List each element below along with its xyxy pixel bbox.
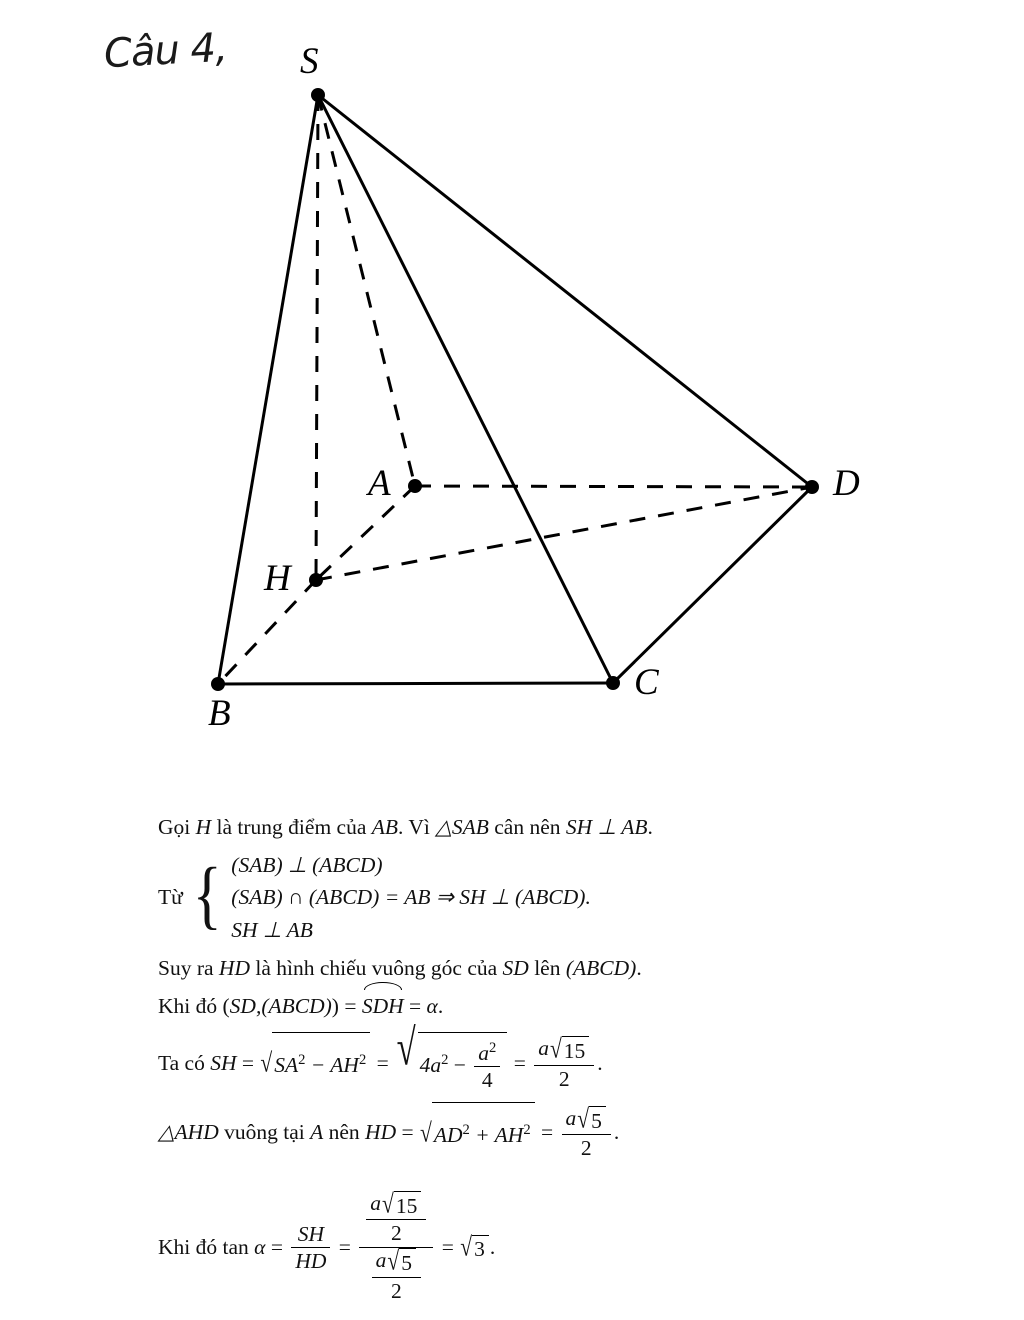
solution-text [158,812,918,1310]
line7-alpha: α [254,1234,266,1259]
frac-den-5 [359,1248,433,1304]
vertex-dot-B [211,677,225,691]
line6-frac [562,1105,611,1161]
line7-sqrt-2 [387,1248,416,1276]
line6-t5: . [613,1119,620,1144]
solution-system [158,849,918,947]
edge-AD [415,486,812,487]
line5-frac-2 [534,1035,594,1091]
line5-t3: = [371,1050,395,1075]
line5-t2: = [236,1050,260,1075]
frac-den: 4 [481,1068,493,1093]
vertex-label-H: H [264,558,291,599]
line6-t3: = [396,1119,419,1144]
frac-den-2: 2 [558,1066,570,1091]
sqrt-sign-5: √ [577,1103,590,1134]
line4-m2: (ABCD) [261,994,332,1019]
line1-t3: . Vì [398,815,436,839]
vertex-dot-C [606,676,620,690]
line7-t4: = [436,1234,460,1259]
sqrt-radicand-3: 15 [562,1036,590,1064]
line7-t1: Khi đó tan [158,1234,255,1259]
line6-t4: = [535,1119,559,1144]
vertex-label-A: A [368,463,391,504]
line4-alpha: α [426,994,438,1019]
line6-radb: + AH [469,1122,524,1147]
system-row-1: (SAB) ⊥ (ABCD) [231,852,383,877]
line7-f1num: SH [297,1222,325,1247]
edge-CD [613,487,812,683]
line6-t2: nên [323,1119,366,1144]
line1-m4: SH ⊥ AB [565,815,648,839]
line3-t4: . [636,955,642,980]
line1-t4: cân nên [488,815,566,839]
line7-frac-1 [291,1221,330,1274]
vertex-label-C: C [634,662,659,703]
solution-line-3 [158,953,918,984]
line4-t4: . [437,994,444,1019]
line1-m2: AB [371,815,399,839]
frac-num-6 [366,1190,426,1220]
line1-t1: Gọi [158,815,196,839]
line6-sqrt [420,1102,535,1166]
handwritten-question-label: Câu 4, [102,24,228,78]
line3-t1: Suy ra [158,955,219,980]
solution-line-6 [158,1101,918,1166]
vertex-dot-D [805,480,819,494]
solid-edges [218,95,812,684]
vertex-dot-H [309,573,323,587]
line5-rad2a: 4a [419,1053,442,1078]
line5-sqrt-1 [260,1032,370,1096]
line5-rad1b: − AH [305,1053,359,1078]
line4-t2: ) = [331,994,362,1019]
line1-m1: H [195,815,212,839]
line7-result-sqrt [460,1231,489,1263]
line3-m3: (ABCD) [565,955,637,980]
line6-radbsup: 2 [523,1121,531,1138]
edge-SA [318,95,415,486]
dashed-edges [218,95,812,684]
vertex-dot-A [408,479,422,493]
solution-line-1 [158,812,918,843]
sqrt-radicand-8: 3 [472,1235,489,1263]
vertex-dots [211,88,819,691]
line5-m1: SH [210,1050,237,1075]
line5-frac-1 [474,1040,500,1093]
line3-m1: HD [218,955,250,980]
line3-t2: là hình chiếu vuông góc của [249,955,503,980]
system-lines [231,849,591,947]
edge-BC [218,683,613,684]
line7-t2: = [265,1234,289,1259]
sqrt-radicand-5: 5 [589,1106,606,1134]
line5-fr1num: a [478,1040,490,1065]
line5-rad2minus: − [453,1053,466,1078]
line6-m2: A [310,1119,324,1144]
line5-t1: Ta có [158,1050,211,1075]
line6-radasup: 2 [462,1121,470,1138]
edge-SD [318,95,812,487]
line6-inner-sqrt [577,1103,606,1134]
frac-den-7: 2 [390,1278,402,1303]
sqrt-sign: √ [260,1048,273,1079]
line7-f1den: HD [295,1249,327,1274]
line4-m1: SD, [229,994,262,1019]
line6-frnuma: a [565,1105,577,1130]
line4-angle-hat: SDH [362,991,404,1022]
line4-t3: = [403,994,427,1019]
vertex-label-D: D [833,463,860,504]
frac-num-7 [372,1247,421,1277]
solution-line-7 [158,1188,918,1306]
line3-m2: SD [502,955,529,980]
line5-fr1numsup: 2 [489,1039,497,1056]
line7-frac-2 [359,1188,433,1305]
line6-rada: AD [433,1122,463,1147]
sqrt-radicand [272,1032,370,1096]
vertex-label-B: B [208,693,231,734]
line7-f2num-a: a [370,1191,382,1216]
line7-f2den-a: a [375,1248,387,1273]
system-brace: { [192,853,222,938]
sqrt-radicand-6: 15 [394,1191,422,1219]
sqrt-radicand-4 [432,1102,535,1166]
edge-SH [316,95,318,580]
line5-rad1sup: 2 [298,1052,306,1069]
edge-SC [318,95,613,683]
frac-num-5 [359,1188,433,1248]
line3-t3: lên [528,955,566,980]
sqrt-radicand-7: 5 [399,1248,416,1276]
sqrt-sign-3: √ [549,1034,562,1065]
system-lead: Từ [158,885,183,910]
vertex-label-S: S [300,41,319,82]
frac-num-2 [534,1035,594,1065]
line1-m3: △SAB [435,815,489,839]
line1-t5: . [647,815,653,839]
frac-den-6: 2 [390,1221,402,1246]
line7-frac-num-inner [366,1190,426,1246]
line6-m1: △AHD [158,1119,219,1144]
line6-m3: HD [365,1119,397,1144]
sqrt-sign-6: √ [382,1188,394,1219]
system-row-2: (SAB) ∩ (ABCD) = AB ⇒ SH ⊥ (ABCD). [231,885,591,910]
sqrt-radicand-2 [418,1032,508,1096]
line1-t2: là trung điểm của [211,815,372,839]
line5-sqrt-2 [395,1020,507,1096]
system-row-3: SH ⊥ AB [231,917,313,942]
vertex-dot-S [311,88,325,102]
sqrt-sign-4: √ [420,1117,432,1148]
frac-num-3 [562,1105,611,1135]
line5-fr2numa: a [538,1036,549,1061]
edge-AH [316,486,415,580]
frac-num [474,1040,500,1067]
line6-t1: vuông tại [218,1119,311,1144]
frac-num-4 [291,1221,330,1248]
solution-line-5 [158,1020,918,1097]
line5-t4: = [508,1050,532,1075]
line7-t5: . [489,1234,496,1259]
line5-rad2sup: 2 [441,1052,449,1069]
line4-t1: Khi đó ( [158,994,230,1019]
line7-t3: = [333,1234,357,1259]
line5-rad1supb: 2 [358,1052,367,1069]
sqrt-sign-7: √ [387,1246,400,1277]
sqrt-sign-2: √ [396,1020,416,1077]
line5-t5: . [597,1050,603,1075]
solution-line-4 [158,991,918,1022]
sqrt-sign-8: √ [460,1231,473,1262]
line7-sqrt-1 [382,1188,421,1219]
line5-inner-sqrt [550,1036,589,1064]
frac-den-4 [291,1248,330,1274]
frac-den-3: 2 [580,1135,592,1160]
line5-rad1: SA [274,1053,299,1078]
line7-frac-den-inner [372,1247,421,1303]
